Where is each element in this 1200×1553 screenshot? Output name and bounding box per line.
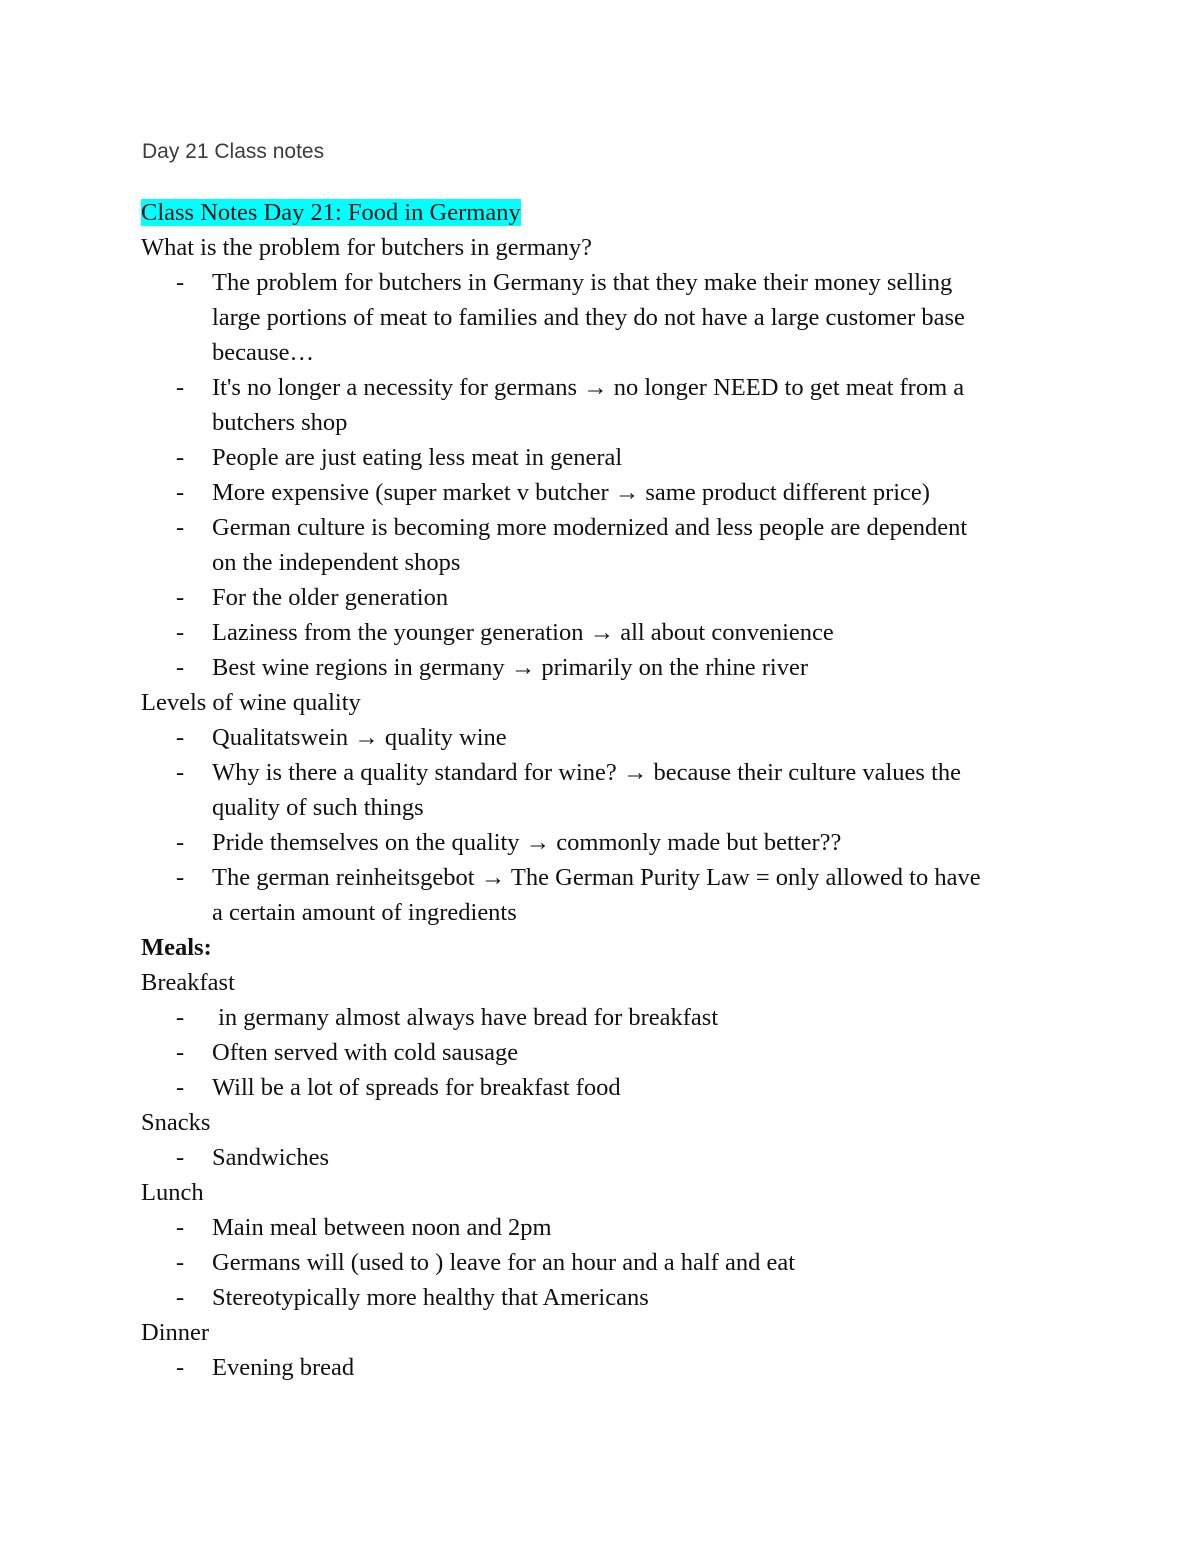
- wine-heading: Levels of wine quality: [141, 689, 361, 716]
- list-item: - Stereotypically more healthy that Americans: [141, 1280, 1071, 1315]
- breakfast-heading: Breakfast: [141, 969, 235, 996]
- list-item: - Laziness from the younger generation → all about convenience: [141, 615, 1071, 650]
- list-item: - Why is there a quality standard for wine? → because their culture values the quality of such things: [141, 755, 1071, 825]
- lunch-heading: Lunch: [141, 1179, 204, 1206]
- list-item: - For the older generation: [141, 580, 1071, 615]
- snacks-heading: Snacks: [141, 1109, 211, 1136]
- list-item: - Main meal between noon and 2pm: [141, 1210, 1071, 1245]
- dinner-heading: Dinner: [141, 1319, 210, 1346]
- breakfast-list: [141, 1000, 1071, 1105]
- list-item: - The problem for butchers in Germany is that they make their money selling large portions of meat to families and they do not have a large customer base because…: [141, 265, 1071, 370]
- wine-list: [141, 720, 1071, 930]
- list-item: - The german reinheitsgebot → The German Purity Law = only allowed to have a certain amount of ingredients: [141, 860, 1071, 930]
- list-item: - It's no longer a necessity for germans → no longer NEED to get meat from a butchers shop: [141, 370, 1071, 440]
- lunch-list: [141, 1210, 1071, 1315]
- snacks-list: [141, 1140, 1071, 1175]
- document-header: Day 21 Class notes: [142, 140, 325, 163]
- list-item: - More expensive (super market v butcher → same product different price): [141, 475, 1071, 510]
- document-body: [141, 195, 1071, 1385]
- list-item: - Evening bread: [141, 1350, 1071, 1385]
- list-item: - Often served with cold sausage: [141, 1035, 1071, 1070]
- meals-heading: Meals:: [141, 934, 212, 961]
- list-item: - Qualitatswein → quality wine: [141, 720, 1071, 755]
- note-title: Class Notes Day 21: Food in Germany: [141, 199, 521, 226]
- butchers-list: [141, 265, 1071, 685]
- list-item: - German culture is becoming more modernized and less people are dependent on the independent shops: [141, 510, 1071, 580]
- list-item: - Sandwiches: [141, 1140, 1071, 1175]
- list-item: - Germans will (used to ) leave for an hour and a half and eat: [141, 1245, 1071, 1280]
- question-butchers: What is the problem for butchers in germany?: [141, 234, 593, 261]
- note-title-line: [141, 195, 1071, 230]
- dinner-list: [141, 1350, 1071, 1385]
- list-item: - in germany almost always have bread for breakfast: [141, 1000, 1071, 1035]
- list-item: - Best wine regions in germany → primarily on the rhine river: [141, 650, 1071, 685]
- list-item: - People are just eating less meat in general: [141, 440, 1071, 475]
- list-item: - Pride themselves on the quality → commonly made but better??: [141, 825, 1071, 860]
- list-item: - Will be a lot of spreads for breakfast food: [141, 1070, 1071, 1105]
